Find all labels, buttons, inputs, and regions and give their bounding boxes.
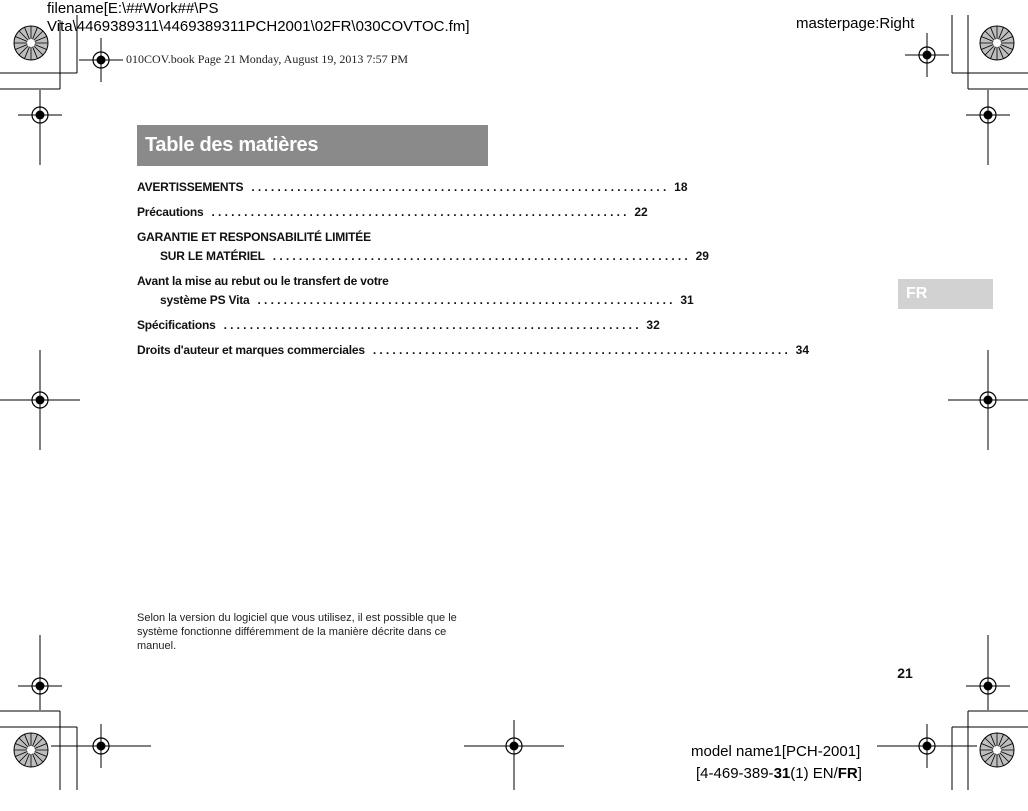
book-info: 010COV.book Page 21 Monday, August 19, 2013 7:57 PM <box>126 52 409 66</box>
software-version-note: Selon la version du logiciel que vous utilisez, il est possible que le système fonctionne différemment de la manière décrite dans ce manuel. <box>137 612 457 652</box>
filename-line-2: Vita\4469389311\4469389311PCH2001\02FR\030COVTOC.fm] <box>47 18 470 35</box>
toc-leader: ................................................................ <box>257 293 676 307</box>
toc-entry-droits-auteur[interactable] <box>137 341 809 360</box>
model-name: model name1[PCH-2001] <box>691 743 861 760</box>
product-code <box>696 764 862 784</box>
registration-mark <box>905 33 949 77</box>
code-suffix: ] <box>857 765 862 782</box>
code-lang: FR <box>837 765 858 782</box>
toc-entry-title: AVERTISSEMENTS <box>137 180 244 194</box>
toc-entry-title: Spécifications <box>137 318 216 332</box>
toc-leader: ................................................................ <box>223 318 642 332</box>
page-number: 21 <box>897 665 913 681</box>
toc-leader: ................................................................ <box>372 343 791 357</box>
color-target-bottom-right <box>980 733 1014 767</box>
toc-entry-title: GARANTIE ET RESPONSABILITÉ LIMITÉE <box>137 230 371 244</box>
toc-leader: ................................................................ <box>251 180 670 194</box>
toc-leader: ................................................................ <box>211 205 630 219</box>
toc-page-number: 18 <box>674 180 688 194</box>
filename-header <box>47 0 567 36</box>
color-target-top-left <box>14 26 48 60</box>
toc-entry-specifications[interactable] <box>137 316 660 335</box>
toc-entry-precautions[interactable] <box>137 203 648 222</box>
toc-entry-title: Précautions <box>137 205 204 219</box>
toc-page-number: 32 <box>646 318 660 332</box>
language-tab: FR <box>898 279 993 309</box>
toc-page-number: 31 <box>680 293 694 307</box>
code-prefix: [4-469-389- <box>696 765 774 782</box>
toc-page-number: 29 <box>695 249 709 263</box>
toc-leader: ................................................................ <box>272 249 691 263</box>
filename-line-1: filename[E:\##Work##\PS <box>47 0 219 17</box>
toc-title: Table des matières <box>137 125 488 166</box>
code-bold: 31 <box>773 765 791 782</box>
color-target-top-right <box>980 26 1014 60</box>
toc-entry-avertissements[interactable] <box>137 178 688 197</box>
toc-page-number: 22 <box>634 205 648 219</box>
table-of-contents <box>137 178 809 360</box>
toc-entry-title: Droits d'auteur et marques commerciales <box>137 343 365 357</box>
toc-entry-garantie[interactable] <box>137 228 709 266</box>
toc-entry-mise-au-rebut[interactable] <box>137 272 694 310</box>
registration-mark <box>79 38 123 82</box>
toc-entry-title: Avant la mise au rebut ou le transfert de votre <box>137 274 389 288</box>
masterpage-label: masterpage:Right <box>796 15 915 32</box>
toc-page-number: 34 <box>795 343 809 357</box>
toc-entry-subtitle: SUR LE MATÉRIEL <box>160 249 265 263</box>
color-target-bottom-left <box>14 733 48 767</box>
code-mid: (1) EN/ <box>790 765 838 782</box>
toc-entry-subtitle: système PS Vita <box>160 293 250 307</box>
